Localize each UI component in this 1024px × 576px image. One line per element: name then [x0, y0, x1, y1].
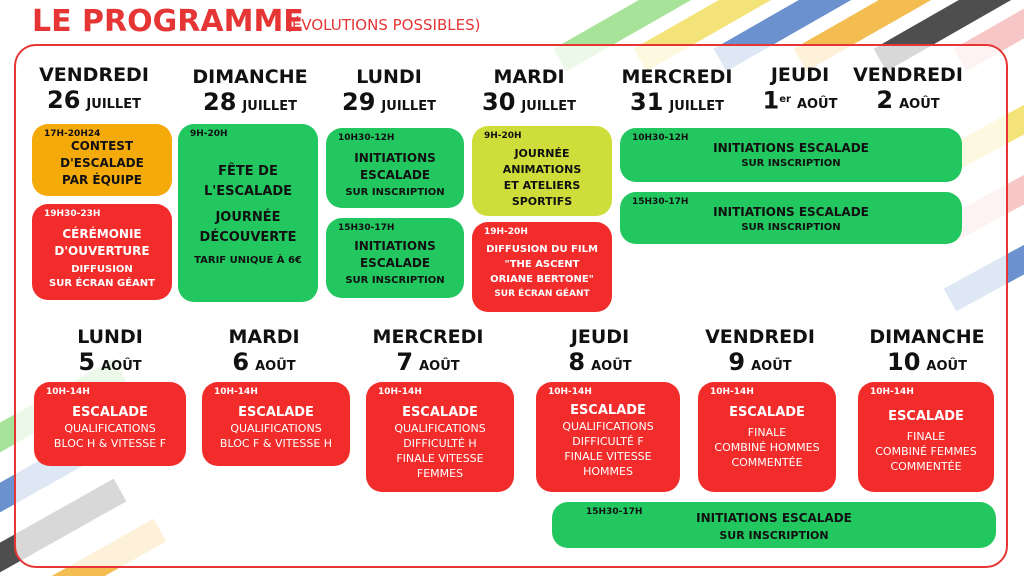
day-number: 5	[78, 348, 96, 376]
event-time: 10H-14H	[870, 387, 914, 397]
event-aug5	[34, 382, 186, 466]
day-header	[36, 64, 152, 119]
event-title-line: INITIATIONS	[354, 239, 436, 253]
event-fete	[178, 124, 318, 302]
day-header	[212, 326, 316, 381]
event-lundi-pm	[326, 218, 464, 298]
day-number: 28	[203, 88, 237, 116]
event-title-line: ESCALADE	[72, 405, 148, 420]
event-title-line: ANIMATIONS	[502, 163, 582, 176]
day-name: DIMANCHE	[869, 326, 985, 348]
event-time: 9H-20H	[190, 129, 228, 139]
day-number: 1	[762, 86, 780, 115]
event-title-line: ESCALADE	[729, 405, 805, 420]
event-title-line: ESCALADE	[888, 409, 964, 424]
event-lundi-am	[326, 128, 464, 208]
event-time: 15H30-17H	[632, 197, 689, 207]
event-title-line: FÊTE DE	[218, 164, 278, 179]
event-title-line: CONTEST	[70, 139, 134, 153]
day-month: AOÛT	[796, 97, 838, 113]
event-initiations-pm	[620, 192, 962, 244]
day-name: MERCREDI	[621, 66, 733, 88]
event-mardi-film	[472, 222, 612, 312]
event-time: 10H-14H	[378, 387, 422, 397]
day-header	[618, 66, 736, 121]
day-name: VENDREDI	[853, 64, 963, 86]
day-number: 8	[568, 348, 586, 376]
day-number: 31	[630, 88, 664, 116]
event-detail: COMBINÉ FEMMES	[875, 445, 977, 458]
day-header	[866, 326, 988, 381]
event-title-line: D'ESCALADE	[60, 156, 144, 170]
day-month: JUILLET	[242, 99, 297, 114]
day-month: AOÛT	[101, 359, 142, 374]
day-name: MARDI	[228, 326, 300, 348]
day-month: AOÛT	[591, 359, 632, 374]
event-time: 17H-20H24	[44, 129, 101, 139]
event-title-line: ESCALADE	[359, 256, 431, 270]
day-name: JEUDI	[770, 64, 830, 86]
event-title-line: CÉRÉMONIE	[62, 227, 142, 241]
event-title-line: ESCALADE	[402, 405, 478, 420]
day-header	[850, 64, 966, 119]
event-time: 10H-14H	[214, 387, 258, 397]
event-title-line: PAR ÉQUIPE	[62, 173, 142, 187]
page-title: LE PROGRAMME	[32, 4, 304, 39]
event-title-line: ORIANE BERTONE"	[490, 274, 594, 285]
event-title-line: D'OUVERTURE	[54, 244, 150, 258]
day-number: 29	[342, 88, 376, 116]
event-contest	[32, 124, 172, 196]
event-initiations-bottom	[552, 502, 996, 548]
event-detail: SUR INSCRIPTION	[719, 529, 829, 542]
event-aug6	[202, 382, 350, 466]
day-header	[370, 326, 486, 381]
day-number: 2	[876, 86, 894, 114]
event-detail: QUALIFICATIONS	[394, 422, 486, 435]
event-time: 19H30-23H	[44, 209, 101, 219]
day-month: AOÛT	[255, 359, 296, 374]
event-title-line: SPORTIFS	[511, 195, 573, 208]
event-detail: COMMENTÉE	[890, 460, 962, 473]
event-time: 15H30-17H	[338, 223, 395, 233]
day-month: AOÛT	[419, 359, 460, 374]
event-title-line: DÉCOUVERTE	[199, 230, 297, 245]
event-title-line: INITIATIONS ESCALADE	[713, 141, 869, 155]
event-ceremonie	[32, 204, 172, 300]
event-title-line: ESCALADE	[570, 403, 646, 418]
event-detail: FINALE VITESSE	[564, 450, 652, 463]
event-time: 10H30-12H	[632, 133, 689, 143]
event-time: 10H-14H	[548, 387, 592, 397]
event-detail: DIFFICULTÉ F	[572, 435, 644, 448]
day-month: AOÛT	[751, 359, 792, 374]
event-title-line: DIFFUSION DU FILM	[486, 244, 598, 255]
event-title-line: ESCALADE	[238, 405, 314, 420]
day-month: JUILLET	[521, 99, 576, 114]
day-month: JUILLET	[669, 99, 724, 114]
event-detail: SUR ÉCRAN GÉANT	[494, 289, 590, 299]
day-month: JUILLET	[86, 97, 141, 112]
event-detail: SUR INSCRIPTION	[741, 222, 841, 233]
day-name: JEUDI	[570, 326, 630, 348]
event-detail: COMBINÉ HOMMES	[714, 441, 820, 454]
event-time: 19H-20H	[484, 227, 528, 237]
event-detail: BLOC F & VITESSE H	[219, 437, 333, 450]
day-header	[476, 66, 582, 121]
day-header	[336, 66, 442, 121]
event-title-line: ESCALADE	[359, 168, 431, 182]
event-detail: QUALIFICATIONS	[562, 420, 654, 433]
event-title-line: L'ESCALADE	[203, 184, 293, 199]
event-aug8	[536, 382, 680, 492]
event-detail: TARIF UNIQUE À 6€	[194, 255, 302, 266]
event-detail: HOMMES	[583, 465, 633, 478]
day-header	[58, 326, 162, 381]
event-time: 15H30-17H	[586, 507, 643, 517]
day-name: MERCREDI	[372, 326, 484, 348]
event-detail: DIFFICULTÉ H	[403, 437, 477, 450]
event-title-line: INITIATIONS ESCALADE	[713, 205, 869, 219]
day-header	[190, 66, 310, 121]
day-header	[548, 326, 652, 381]
event-detail: SUR INSCRIPTION	[345, 187, 445, 198]
day-name: DIMANCHE	[192, 66, 308, 88]
day-ordinal: er	[779, 94, 791, 105]
day-name: MARDI	[493, 66, 565, 88]
event-detail: BLOC H & VITESSE F	[53, 437, 167, 450]
event-mardi-animations	[472, 126, 612, 216]
event-detail: FINALE VITESSE	[396, 452, 484, 465]
event-title-line: INITIATIONS ESCALADE	[696, 511, 852, 525]
event-time: 10H-14H	[710, 387, 754, 397]
event-detail: COMMENTÉE	[731, 456, 803, 469]
day-number: 10	[887, 348, 921, 376]
day-number: 30	[482, 88, 516, 116]
event-title-line: INITIATIONS	[354, 151, 436, 165]
event-time: 10H-14H	[46, 387, 90, 397]
event-title-line: JOURNÉE	[215, 210, 281, 225]
event-detail: DIFFUSION	[71, 264, 133, 275]
event-detail: SUR ÉCRAN GÉANT	[49, 278, 155, 289]
day-name: VENDREDI	[705, 326, 815, 348]
day-number: 6	[232, 348, 250, 376]
event-detail: QUALIFICATIONS	[230, 422, 322, 435]
day-header	[754, 64, 846, 119]
event-detail: QUALIFICATIONS	[64, 422, 156, 435]
event-aug10	[858, 382, 994, 492]
event-title-line: "THE ASCENT	[504, 259, 580, 270]
day-month: AOÛT	[926, 359, 967, 374]
day-number: 9	[728, 348, 746, 376]
day-name: LUNDI	[356, 66, 422, 88]
day-name: LUNDI	[77, 326, 143, 348]
event-aug9	[698, 382, 836, 492]
event-aug7	[366, 382, 514, 492]
event-time: 9H-20H	[484, 131, 522, 141]
day-month: JUILLET	[381, 99, 436, 114]
event-detail: FINALE	[747, 426, 787, 439]
day-header	[702, 326, 818, 381]
event-initiations-am	[620, 128, 962, 182]
day-name: VENDREDI	[39, 64, 149, 86]
event-title-line: ET ATELIERS	[503, 179, 581, 192]
day-number: 26	[47, 86, 81, 114]
event-detail: SUR INSCRIPTION	[741, 158, 841, 169]
event-time: 10H30-12H	[338, 133, 395, 143]
event-detail: FEMMES	[416, 467, 464, 480]
event-detail: SUR INSCRIPTION	[345, 275, 445, 286]
page-subtitle: (ÉVOLUTIONS POSSIBLES)	[286, 16, 481, 34]
day-number: 7	[396, 348, 414, 376]
event-detail: FINALE	[906, 430, 946, 443]
day-month: AOÛT	[899, 97, 940, 112]
event-title-line: JOURNÉE	[514, 147, 570, 160]
